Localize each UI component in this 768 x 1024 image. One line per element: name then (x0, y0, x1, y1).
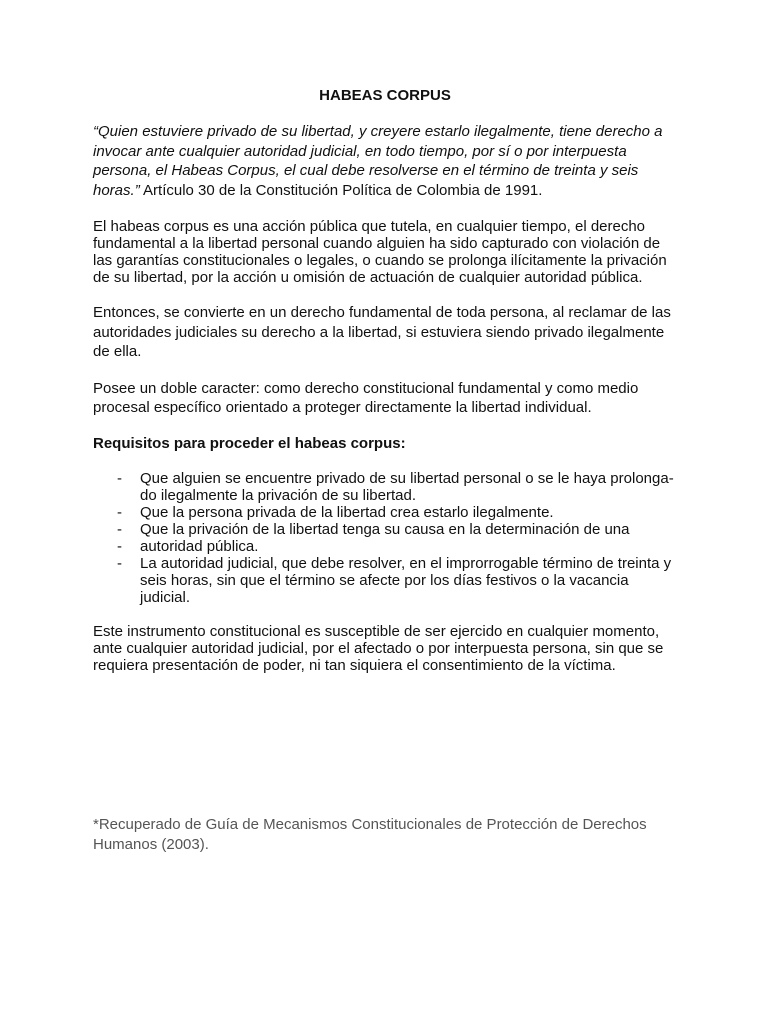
quote-text: “Quien estuviere privado de su libertad, y creyere estarlo ilegalmente, tiene derecho a invocar ante cualquier autoridad judicial, en todo tiempo, por sí o por interpuesta persona, el Habeas Corpus, el cual debe resolverse en el término de treinta y seis horas.” (93, 123, 663, 199)
bullet-dash: - (117, 520, 122, 538)
bullet-dash: - (117, 537, 122, 555)
list-item-text: La autoridad judicial, que debe resolver, en el improrrogable término de treinta y seis horas, sin que el término se afecte por los días festivos o la vacancia judicial. (140, 554, 672, 606)
list-item-text: autoridad pública. (140, 537, 259, 555)
requirements-heading: Requisitos para proceder el habeas corpus: (93, 434, 406, 452)
paragraph-double-character: Posee un doble caracter: como derecho constitucional fundamental y como medio procesal específico orientado a proteger directamente la libertad individual. (93, 379, 639, 416)
bullet-dash: - (117, 503, 122, 521)
quote-source: Artículo 30 de la Constitución Política de Colombia de 1991. (139, 181, 543, 199)
page-title: HABEAS CORPUS (319, 87, 451, 104)
constitution-quote (93, 122, 677, 200)
list-item-text: Que la privación de la libertad tenga su causa en la determinación de una (140, 520, 630, 538)
bullet-dash: - (117, 469, 122, 487)
bullet-dash: - (117, 554, 122, 572)
footnote-source: *Recuperado de Guía de Mecanismos Constitucionales de Protección de Derechos Humanos (2003). (93, 816, 647, 853)
paragraph-definition: El habeas corpus es una acción pública que tutela, en cualquier tiempo, el derecho fundamental a la libertad personal cuando alguien ha sido capturado con violación de las garantías constitucionales o legales, o cuando se prolonga ilícitamente la privación de su libertad, por la acción u omisión de actuación de cualquier autoridad pública. (93, 218, 667, 286)
list-item (93, 470, 677, 504)
list-item-text: Que alguien se encuentre privado de su libertad personal o se le haya prolonga- do ilegalmente la privación de su libertad. (140, 469, 674, 504)
paragraph-instrument: Este instrumento constitucional es susceptible de ser ejercido en cualquier momento, ante cualquier autoridad judicial, por el afectado o por interpuesta persona, sin que se requiera presentación de poder, ni tan siquiera el consentimiento de la víctima. (93, 622, 664, 674)
requirements-list (93, 470, 677, 606)
document-body (93, 86, 677, 691)
list-item (93, 555, 677, 606)
list-item (93, 521, 677, 538)
list-item-text: Que la persona privada de la libertad crea estarlo ilegalmente. (140, 503, 554, 521)
paragraph-fundamental-right: Entonces, se convierte en un derecho fundamental de toda persona, al reclamar de las autoridades judiciales su derecho a la libertad, si estuviera siendo privado ilegalmente de ella. (93, 304, 671, 360)
list-item (93, 538, 677, 555)
list-item (93, 504, 677, 521)
